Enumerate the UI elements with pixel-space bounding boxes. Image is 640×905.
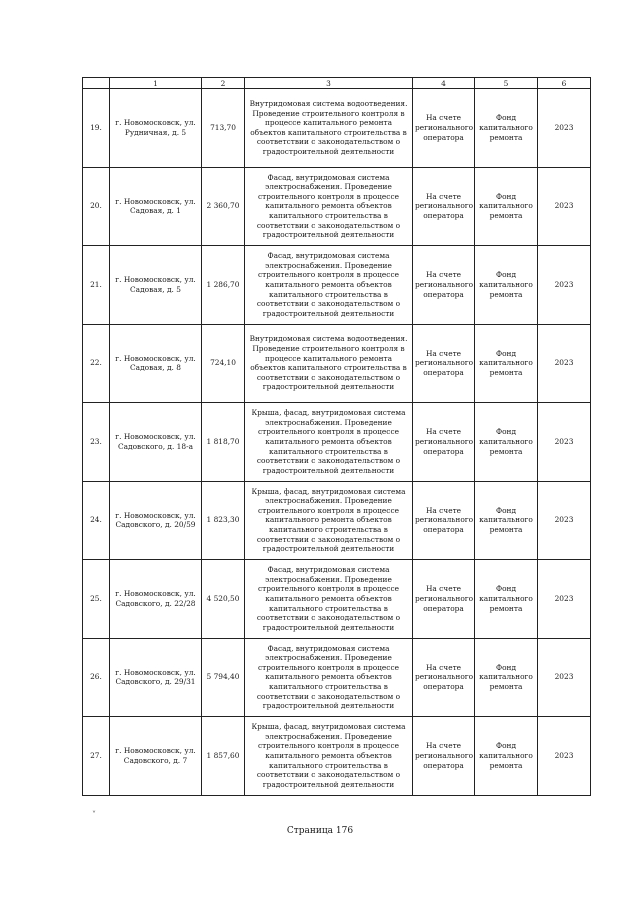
- work-description-cell: Фасад, внутридомовая система электроснабжения. Проведение строительного контроля в процессе капитального ремонта объектов капитального строительства в соответствии с законодательством о градостроительной деятельности: [245, 246, 413, 325]
- funding-source-cell: Фонд капитального ремонта: [475, 246, 538, 325]
- row-number: 23.: [83, 403, 110, 482]
- work-description-cell: Фасад, внутридомовая система электроснабжения. Проведение строительного контроля в процессе капитального ремонта объектов капитального строительства в соответствии с законодательством о градостроительной деятельности: [245, 167, 413, 246]
- funding-method-cell: На счете регионального оператора: [413, 403, 475, 482]
- row-number: 24.: [83, 481, 110, 560]
- table-row: [83, 481, 591, 560]
- work-description-cell: Внутридомовая система водоотведения. Проведение строительного контроля в процессе капитального ремонта объектов капитального строительства в соответствии с законодательством о градостроительной деятельности: [245, 89, 413, 168]
- work-description-cell: Крыша, фасад, внутридомовая система электроснабжения. Проведение строительного контроля в процессе капитального ремонта объектов капитального строительства в соответствии с законодательством о градостроительной деятельности: [245, 403, 413, 482]
- year-cell: 2023: [538, 717, 591, 796]
- cost-cell: 1 286,70: [202, 246, 245, 325]
- funding-source-cell: Фонд капитального ремонта: [475, 167, 538, 246]
- year-cell: 2023: [538, 481, 591, 560]
- address-cell: г. Новомосковск, ул. Садовая, д. 1: [110, 167, 202, 246]
- table-row: [83, 89, 591, 168]
- funding-source-cell: Фонд капитального ремонта: [475, 638, 538, 717]
- cost-cell: 4 520,50: [202, 560, 245, 639]
- work-description-cell: Крыша, фасад, внутридомовая система электроснабжения. Проведение строительного контроля в процессе капитального ремонта объектов капитального строительства в соответствии с законодательством о градостроительной деятельности: [245, 717, 413, 796]
- year-cell: 2023: [538, 246, 591, 325]
- row-number: 25.: [83, 560, 110, 639]
- cost-cell: 1 857,60: [202, 717, 245, 796]
- table-row: [83, 403, 591, 482]
- year-cell: 2023: [538, 324, 591, 403]
- address-cell: г. Новомосковск, ул. Садовского, д. 7: [110, 717, 202, 796]
- address-cell: г. Новомосковск, ул. Садовая, д. 5: [110, 246, 202, 325]
- cost-cell: 1 823,30: [202, 481, 245, 560]
- row-number: 22.: [83, 324, 110, 403]
- address-cell: г. Новомосковск, ул. Рудничная, д. 5: [110, 89, 202, 168]
- table-row: [83, 246, 591, 325]
- page-number: Страница 176: [286, 826, 354, 836]
- cost-cell: 1 818,70: [202, 403, 245, 482]
- table-row: [83, 167, 591, 246]
- header-cell-2: 2: [202, 78, 245, 89]
- work-description-cell: Фасад, внутридомовая система электроснабжения. Проведение строительного контроля в процессе капитального ремонта объектов капитального строительства в соответствии с законодательством о градостроительной деятельности: [245, 560, 413, 639]
- funding-source-cell: Фонд капитального ремонта: [475, 89, 538, 168]
- funding-method-cell: На счете регионального оператора: [413, 246, 475, 325]
- scan-mark: ˅: [92, 810, 96, 819]
- funding-method-cell: На счете регионального оператора: [413, 89, 475, 168]
- row-number: 19.: [83, 89, 110, 168]
- year-cell: 2023: [538, 167, 591, 246]
- work-description-cell: Крыша, фасад, внутридомовая система электроснабжения. Проведение строительного контроля в процессе капитального ремонта объектов капитального строительства в соответствии с законодательством о градостроительной деятельности: [245, 481, 413, 560]
- header-cell-4: 4: [413, 78, 475, 89]
- funding-method-cell: На счете регионального оператора: [413, 638, 475, 717]
- repair-registry-table: [82, 77, 591, 796]
- cost-cell: 724,10: [202, 324, 245, 403]
- cost-cell: 713,70: [202, 89, 245, 168]
- year-cell: 2023: [538, 638, 591, 717]
- address-cell: г. Новомосковск, ул. Садовского, д. 20/59: [110, 481, 202, 560]
- table-row: [83, 638, 591, 717]
- funding-source-cell: Фонд капитального ремонта: [475, 481, 538, 560]
- funding-method-cell: На счете регионального оператора: [413, 717, 475, 796]
- year-cell: 2023: [538, 560, 591, 639]
- header-cell-6: 6: [538, 78, 591, 89]
- row-number: 27.: [83, 717, 110, 796]
- funding-source-cell: Фонд капитального ремонта: [475, 717, 538, 796]
- row-number: 21.: [83, 246, 110, 325]
- header-cell-3: 3: [245, 78, 413, 89]
- funding-method-cell: На счете регионального оператора: [413, 560, 475, 639]
- address-cell: г. Новомосковск, ул. Садовского, д. 29/31: [110, 638, 202, 717]
- cost-cell: 2 360,70: [202, 167, 245, 246]
- funding-source-cell: Фонд капитального ремонта: [475, 403, 538, 482]
- work-description-cell: Внутридомовая система водоотведения. Проведение строительного контроля в процессе капитального ремонта объектов капитального строительства в соответствии с законодательством о градостроительной деятельности: [245, 324, 413, 403]
- funding-source-cell: Фонд капитального ремонта: [475, 560, 538, 639]
- table-row: [83, 717, 591, 796]
- header-cell-1: 1: [110, 78, 202, 89]
- cost-cell: 5 794,40: [202, 638, 245, 717]
- address-cell: г. Новомосковск, ул. Садовского, д. 18-а: [110, 403, 202, 482]
- work-description-cell: Фасад, внутридомовая система электроснабжения. Проведение строительного контроля в процессе капитального ремонта объектов капитального строительства в соответствии с законодательством о градостроительной деятельности: [245, 638, 413, 717]
- column-number-row: [83, 78, 591, 89]
- header-cell-5: 5: [475, 78, 538, 89]
- funding-method-cell: На счете регионального оператора: [413, 167, 475, 246]
- address-cell: г. Новомосковск, ул. Садовского, д. 22/28: [110, 560, 202, 639]
- year-cell: 2023: [538, 89, 591, 168]
- table-row: [83, 324, 591, 403]
- funding-method-cell: На счете регионального оператора: [413, 324, 475, 403]
- funding-method-cell: На счете регионального оператора: [413, 481, 475, 560]
- row-number: 20.: [83, 167, 110, 246]
- funding-source-cell: Фонд капитального ремонта: [475, 324, 538, 403]
- address-cell: г. Новомосковск, ул. Садовая, д. 8: [110, 324, 202, 403]
- header-cell-index: [83, 78, 110, 89]
- year-cell: 2023: [538, 403, 591, 482]
- table-body: [83, 78, 591, 796]
- row-number: 26.: [83, 638, 110, 717]
- table-row: [83, 560, 591, 639]
